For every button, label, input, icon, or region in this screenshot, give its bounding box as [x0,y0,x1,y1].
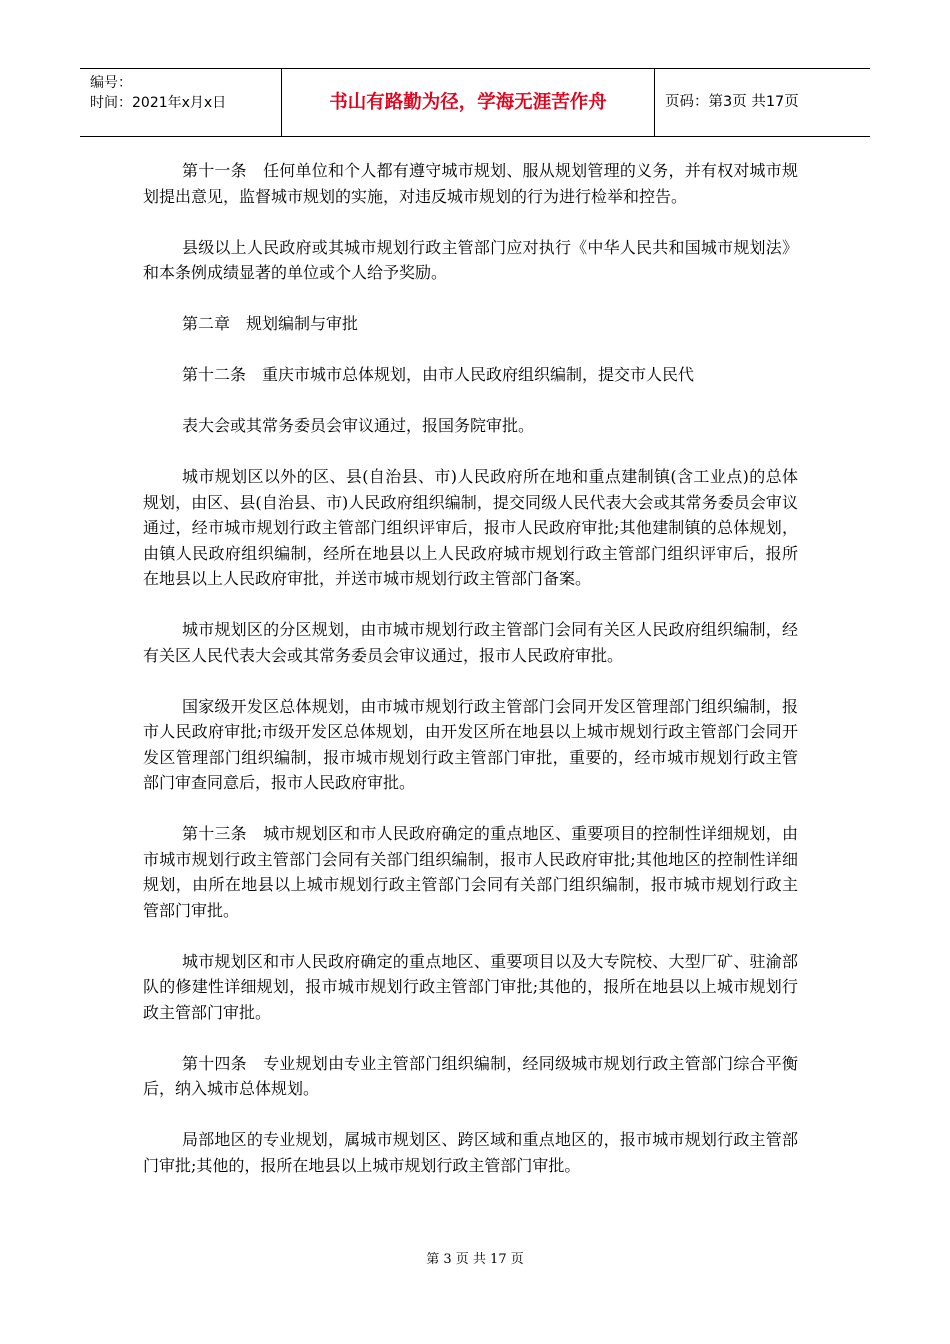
time-label: 时间：2021年x月x日 [90,95,227,111]
header-motto: 书山有路勤为径，学海无涯苦作舟 [282,69,655,136]
paragraph-article-12: 第十二条 重庆市城市总体规划，由市人民政府组织编制，提交市人民代 [182,365,695,384]
paragraph-local-planning: 局部地区的专业规划，属城市规划区、跨区域和重点地区的，报市城市规划行政主管部门审批;其他的，报所在地县以上城市规划行政主管部门审批。 [143,1130,798,1175]
code-label: 编号： [90,75,132,91]
chapter-heading: 第二章 规划编制与审批 [182,314,359,333]
page-header [80,68,870,137]
paragraph-detailed-planning: 城市规划区和市人民政府确定的重点地区、重要项目以及大专院校、大型厂矿、驻渝部队的修建性详细规划，报市城市规划行政主管部门审批;其他的，报所在地县以上城市规划行政主管部门审批。 [143,951,798,1022]
header-page-info: 页码：第3页 共17页 [665,94,799,110]
page-footer: 第 3 页 共 17 页 [426,1252,524,1267]
paragraph-reward: 县级以上人民政府或其城市规划行政主管部门应对执行《中华人民共和国城市规划法》和本条例成绩显著的单位或个人给予奖励。 [143,237,798,282]
document-body [143,158,798,1204]
paragraph-article-11: 第十一条 任何单位和个人都有遵守城市规划、服从规划管理的义务，并有权对城市规划提出意见，监督城市规划的实施，对违反城市规划的行为进行检举和控告。 [143,161,798,206]
paragraph-article-12-cont: 表大会或其常务委员会审议通过，报国务院审批。 [182,416,535,435]
paragraph-article-13: 第十三条 城市规划区和市人民政府确定的重点地区、重要项目的控制性详细规划，由市城市规划行政主管部门会同有关部门组织编制，报市人民政府审批;其他地区的控制性详细规划，由所在地县以上城市规划行政主管部门会同有关部门组织编制，报市城市规划行政主管部门审批。 [143,824,798,920]
paragraph-district-planning: 城市规划区的分区规划，由市城市规划行政主管部门会同有关区人民政府组织编制，经有关区人民代表大会或其常务委员会审议通过，报市人民政府审批。 [143,620,798,665]
header-meta [80,69,282,136]
paragraph-development-zone: 国家级开发区总体规划，由市城市规划行政主管部门会同开发区管理部门组织编制，报市人民政府审批;市级开发区总体规划，由开发区所在地县以上城市规划行政主管部门会同开发区管理部门组织编制，报市城市规划行政主管部门审批，重要的，经市城市规划行政主管部门审查同意后，报市人民政府审批。 [143,696,798,792]
paragraph-county-planning: 城市规划区以外的区、县(自治县、市)人民政府所在地和重点建制镇(含工业点)的总体规划，由区、县(自治县、市)人民政府组织编制，提交同级人民代表大会或其常务委员会审议通过，经市城市规划行政主管部门组织评审后，报市人民政府审批;其他建制镇的总体规划，由镇人民政府组织编制，经所在地县以上人民政府城市规划行政主管部门组织评审后，报所在地县以上人民政府审批，并送市城市规划行政主管部门备案。 [143,467,798,588]
paragraph-article-14: 第十四条 专业规划由专业主管部门组织编制，经同级城市规划行政主管部门综合平衡后，纳入城市总体规划。 [143,1053,798,1098]
